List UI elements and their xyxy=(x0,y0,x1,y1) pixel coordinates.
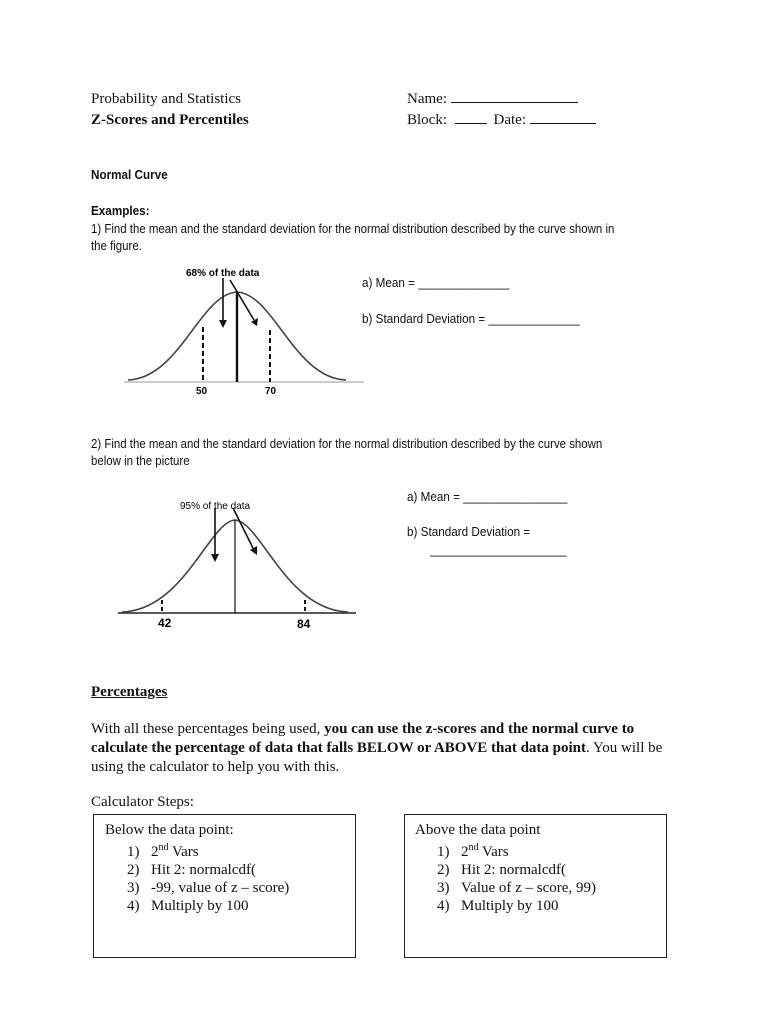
fig2-tick-left: 42 xyxy=(158,616,172,630)
example1-prompt-line1: 1) Find the mean and the standard deviation for the normal distribution described by the curve shown in xyxy=(91,221,615,236)
name-label: Name: xyxy=(407,91,447,107)
example2-answer-sd-line[interactable]: _____________________ xyxy=(430,542,567,557)
example2-answer-mean[interactable]: a) Mean = ________________ xyxy=(407,489,568,504)
below-step-1: 1) 2nd Vars xyxy=(127,842,199,860)
above-step-1: 1) 2nd Vars xyxy=(437,842,509,860)
example1-prompt-line2: the figure. xyxy=(91,238,142,253)
examples-label: Examples: xyxy=(91,203,150,218)
block-line[interactable] xyxy=(455,122,487,124)
percentages-paragraph xyxy=(91,720,691,777)
above-step-3: 3) Value of z – score, 99) xyxy=(437,880,596,896)
percentages-heading: Percentages xyxy=(91,684,168,700)
below-step-4: 4) Multiply by 100 xyxy=(127,898,249,914)
date-line[interactable] xyxy=(530,122,596,124)
para-start: With all these percentages being used, xyxy=(91,721,325,737)
course-name: Probability and Statistics xyxy=(91,91,241,107)
below-steps-list xyxy=(105,839,355,915)
fig1-arrow-diag xyxy=(230,280,254,320)
para-end: . You will be using the calculator to help you with this. xyxy=(91,740,663,775)
example2-answer-sd: b) Standard Deviation = xyxy=(407,524,531,539)
example2-figure xyxy=(114,492,364,632)
example1-answer-mean[interactable]: a) Mean = ______________ xyxy=(362,275,510,290)
fig2-tick-right: 84 xyxy=(297,617,311,631)
example2-prompt-line2: below in the picture xyxy=(91,453,190,468)
name-field[interactable] xyxy=(407,91,578,108)
block-date-fields xyxy=(407,112,596,129)
fig1-tick-right: 70 xyxy=(265,386,277,397)
normal-curve-heading: Normal Curve xyxy=(91,167,168,182)
fig1-tick-left: 50 xyxy=(196,386,208,397)
above-step-4: 4) Multiply by 100 xyxy=(437,898,559,914)
below-step-3: 3) -99, value of z – score) xyxy=(127,880,290,896)
worksheet-title: Z-Scores and Percentiles xyxy=(91,112,249,128)
below-steps-box xyxy=(93,814,356,958)
fig1-label: 68% of the data xyxy=(186,268,260,279)
date-label: Date: xyxy=(493,112,526,128)
above-steps-list xyxy=(415,839,666,915)
example1-answer-sd[interactable]: b) Standard Deviation = ______________ xyxy=(362,311,580,326)
para-bold: you can use the z-scores and the normal curve to calculate the percentage of data that falls BELOW or ABOVE that data point xyxy=(91,721,635,756)
above-steps-box xyxy=(404,814,667,958)
example1-figure xyxy=(120,262,370,402)
example2-prompt-line1: 2) Find the mean and the standard deviation for the normal distribution described by the curve shown xyxy=(91,436,603,451)
fig2-label: 95% of the data xyxy=(180,501,251,512)
above-step-2: 2) Hit 2: normalcdf( xyxy=(437,862,566,878)
name-line xyxy=(451,101,578,103)
above-box-title: Above the data point xyxy=(415,822,541,838)
calculator-steps-label: Calculator Steps: xyxy=(91,794,194,810)
below-box-title: Below the data point: xyxy=(105,822,234,838)
below-step-2: 2) Hit 2: normalcdf( xyxy=(127,862,256,878)
block-label: Block: xyxy=(407,112,447,128)
fig2-arrow-diag xyxy=(233,508,253,548)
